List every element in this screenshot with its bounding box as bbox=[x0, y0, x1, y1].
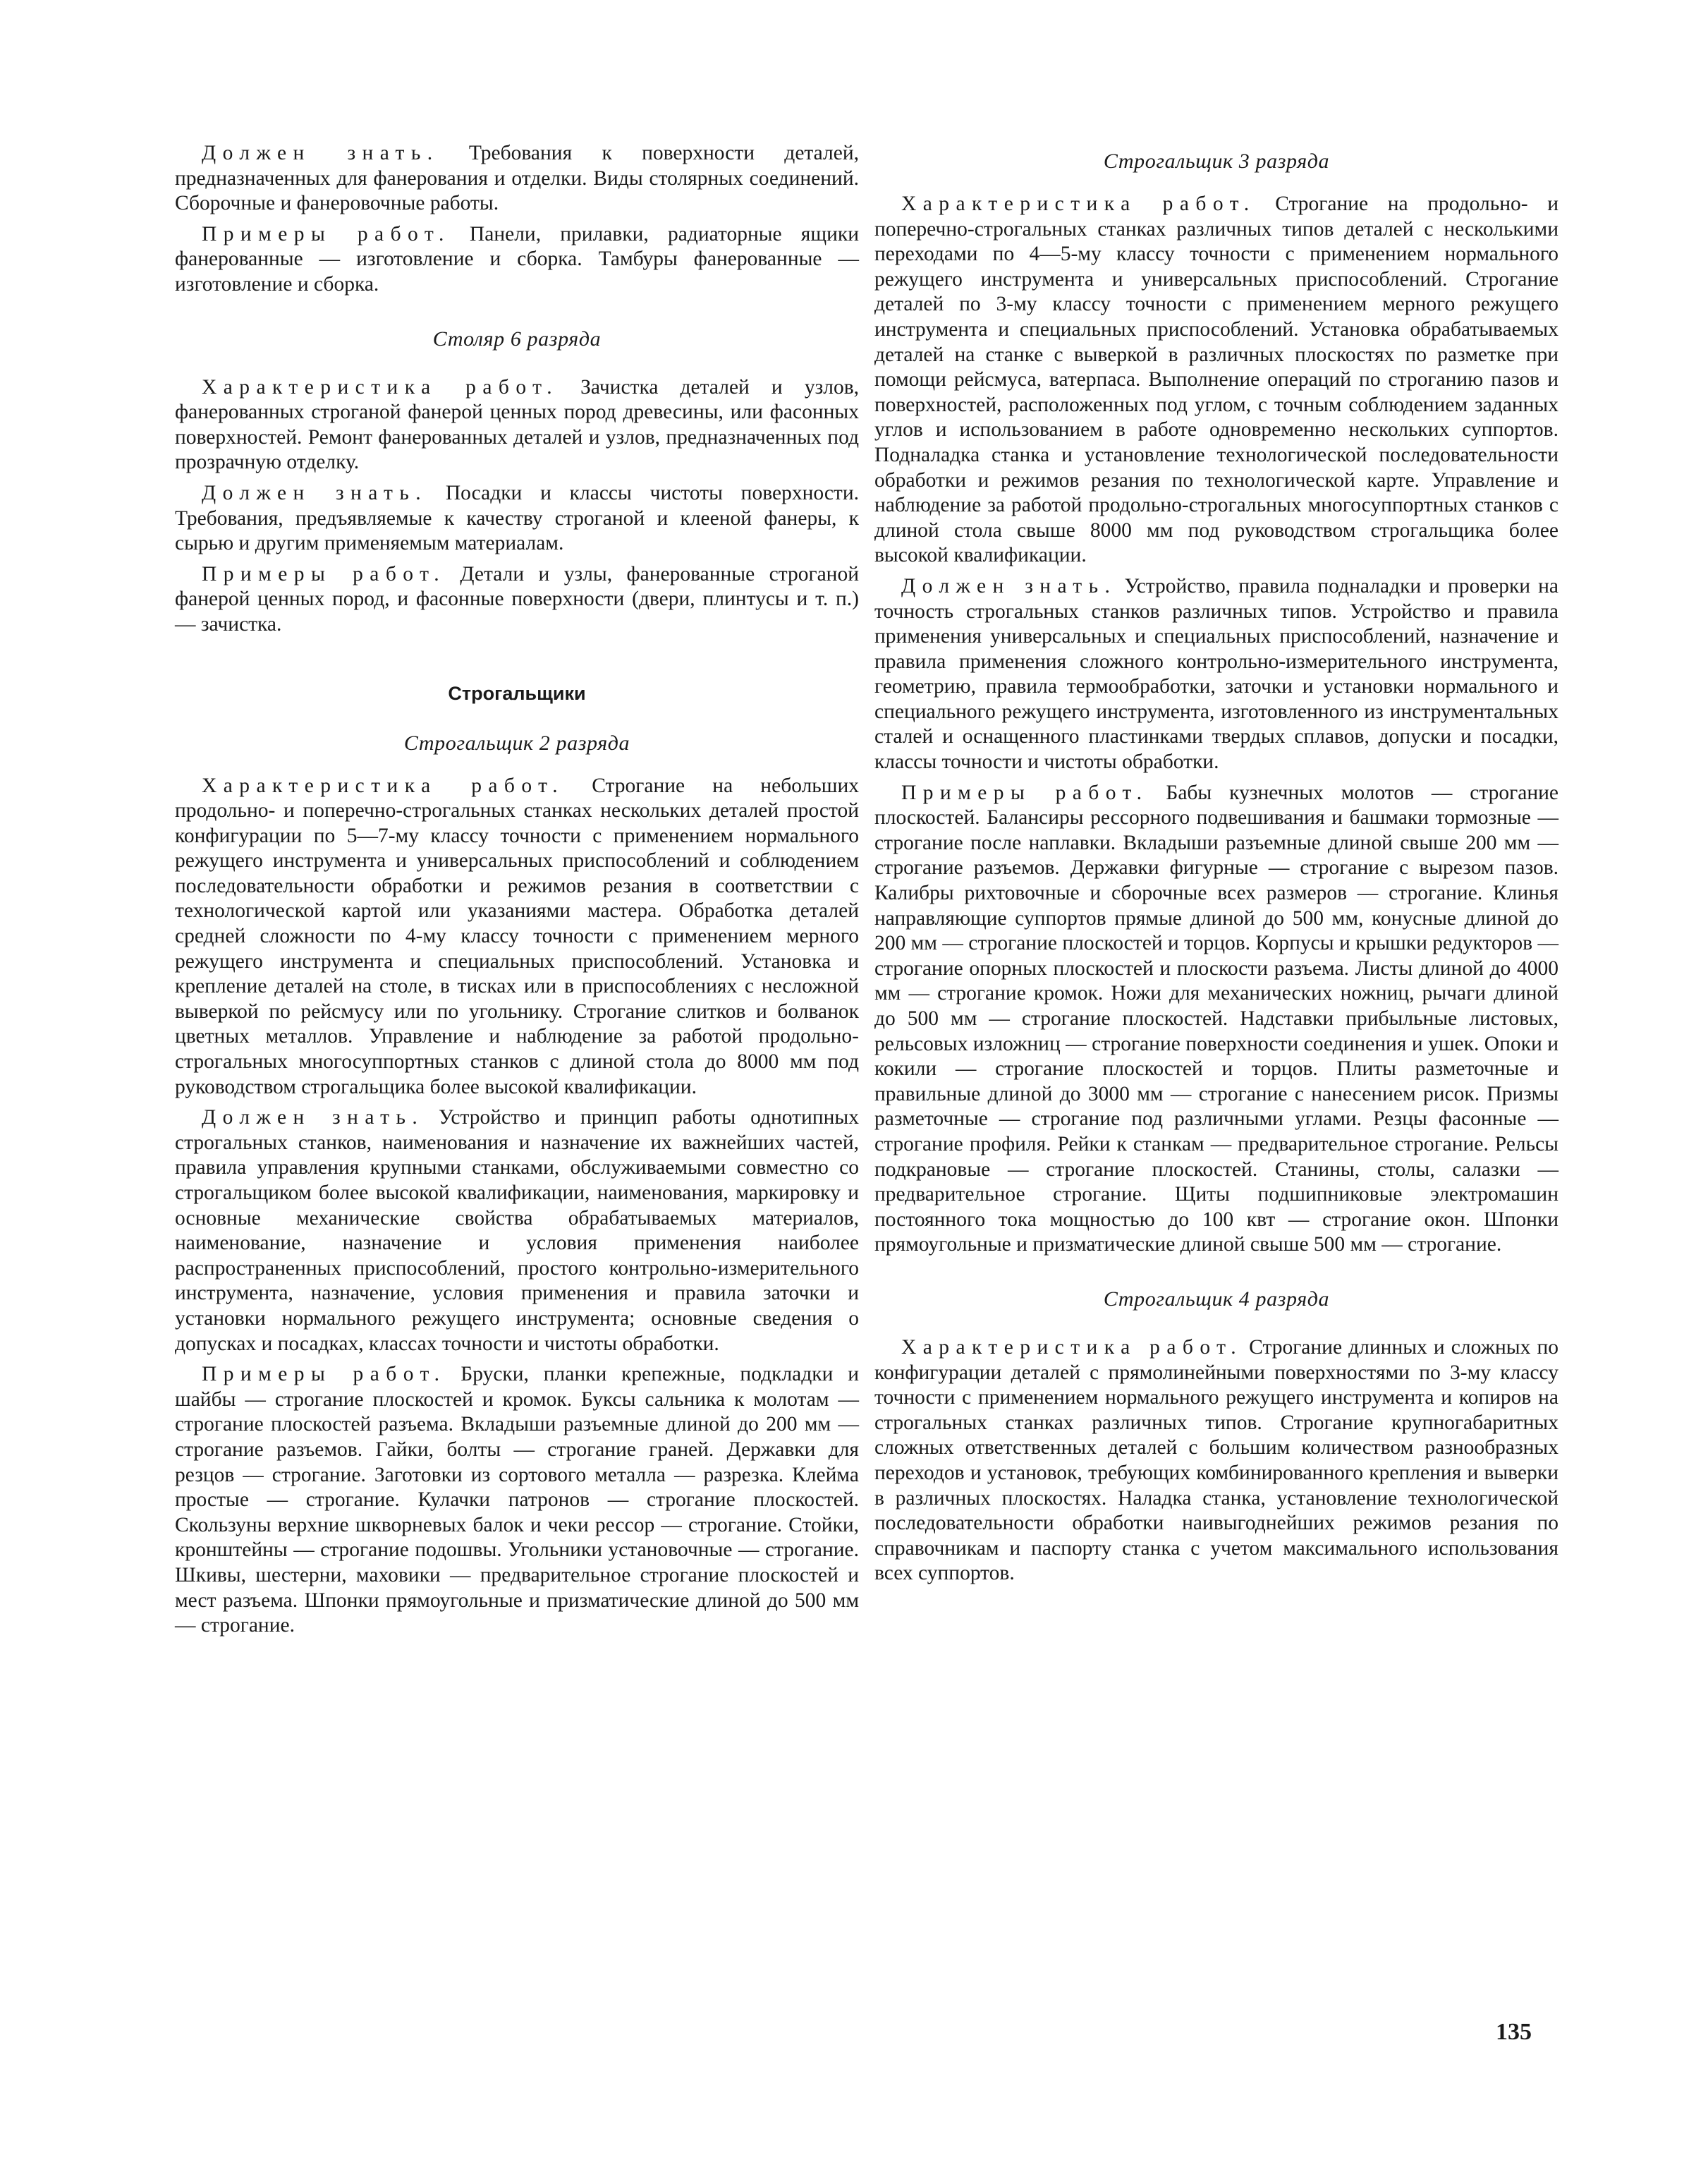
paragraph-lead: Характеристика работ. bbox=[202, 774, 565, 797]
paragraph-text: Зачистка деталей и узлов, фанерованных строганой фанерой ценных пород древесины, или фасонных поверхностей. Ремонт фанерованных деталей и узлов, предназначенных под прозрачную отделку. bbox=[175, 375, 859, 474]
paragraph-examples bbox=[175, 562, 859, 638]
paragraph-characteristics bbox=[175, 375, 859, 475]
section-heading-strogalshchik-4: Строгальщик 4 разряда bbox=[1103, 1287, 1330, 1311]
paragraph-characteristics bbox=[874, 1335, 1558, 1586]
paragraph-examples bbox=[175, 222, 859, 298]
paragraph-lead: Характеристика работ. bbox=[202, 375, 559, 399]
paragraph-lead: Должен знать. bbox=[202, 481, 428, 504]
paragraph-characteristics bbox=[175, 774, 859, 1100]
paragraph-text: Панели, прилавки, радиаторные ящики фанерованные — изготовление и сборка. Тамбуры фанерованные — изготовление и сборка. bbox=[175, 222, 859, 296]
paragraph-examples bbox=[175, 1362, 859, 1639]
paragraph-lead: Характеристика работ. bbox=[901, 1335, 1243, 1359]
paragraph-text: Устройство и принцип работы однотипных строгальных станков, наименования и назначение их важнейших частей, правила управления крупными станками, обслуживаемыми совместно со строгальщиком более высокой квалификации, наименования, маркировку и основные механические свойства обрабатываемых материалов, наименование, назначение и условия применения наиболее распространенных приспособлений, простого контрольно-измерительного инструмента, назначение, условия применения и правила заточки и установки нормального режущего инструмента; основные сведения о допусках и посадках, классах точности и чистоты обработки. bbox=[175, 1106, 859, 1355]
paragraph-lead: Должен знать. bbox=[202, 1106, 425, 1129]
paragraph-text: Бабы кузнечных молотов — строгание плоскостей. Балансиры рессорного подвешивания и башмаки тормозные — строгание после наплавки. Вкладыши разъемные длиной свыше 200 мм — строгание разъемов. Державки фигурные — строгание с вырезом пазов. Калибры рихтовочные и сборочные всех размеров — строгание. Клинья направляющие суппортов прямые длиной до 500 мм, конусные длиной до 200 мм — строгание плоскостей и торцов. Корпусы и крышки редукторов — строгание опорных плоскостей и плоскости разъема. Листы длиной до 4000 мм — строгание кромок. Ножи для механических ножниц, рычаги длиной до 500 мм — строгание плоскостей. Надставки прибыльные листовых, рельсовых изложниц — строгание поверхности соединения и ушек. Опоки и кокили — строгание плоскостей и торцов. Плиты разметочные и правильные длиной до 3000 мм — строгание с нанесением рисок. Призмы разметочные — строгание под различными углами. Резцы фасонные — строгание профиля. Рейки к станкам — предварительное строгание. Рельсы подкрановые — строгание плоскостей. Станины, столы, салазки — предварительное строгание. Щиты подшипниковые электромашин постоянного тока мощностью до 100 квт — строгание окон. Шпонки прямоугольные и призматические длиной свыше 500 мм — строгание. bbox=[874, 781, 1558, 1256]
chapter-heading-strogalshchiki: Строгальщики bbox=[448, 682, 586, 704]
paragraph-text: Строгание на небольших продольно- и поперечно-строгальных станках нескольких деталей простой конфигурации по 5—7-му классу точности с применением нормального режущего инструмента и универсальных приспособлений и соблюдением последовательности обработки и режимов резания в соответствии с технологической картой или указаниями мастера. Обработка деталей средней сложности по 4-му классу точности с применением мерного режущего инструмента и специальных приспособлений. Установка и крепление деталей на столе, в тисках или в приспособлениях с несложной выверкой по рейсмусу или по угольнику. Строгание слитков и болванок цветных металлов. Управление и наблюдение за работой продольно-строгальных многосуппортных станков с длиной стола до 8000 мм под руководством строгальщика более высокой квалификации. bbox=[175, 774, 859, 1098]
left-column bbox=[175, 141, 859, 1644]
paragraph-lead: Примеры работ. bbox=[202, 1363, 446, 1386]
section-heading-strogalshchik-3: Строгальщик 3 разряда bbox=[1103, 150, 1330, 173]
paragraph-text: Строгание на продольно- и поперечно-строгальных станках различных типов деталей с несколькими переходами по 4—5-му классу точности с применением нормального режущего инструмента и универсальных приспособлений. Строгание деталей по 3-му классу точности с применением мерного режущего инструмента и специальных приспособлений. Установка обрабатываемых деталей на станке с выверкой в различных плоскостях по разметке при помощи рейсмуса, ватерпаса. Выполнение операций по строганию пазов и поверхностей, расположенных под углом, с точным соблюдением заданных углов и использованием в работе одновременно нескольких суппортов. Подналадка станка и установление технологической последовательности обработки и режимов резания по технологической карте. Управление и наблюдение за работой продольно-строгальных многосуппортных станков с длиной стола свыше 8000 мм под руководством строгальщика более высокой квалификации. bbox=[874, 193, 1558, 567]
paragraph-text: Бруски, планки крепежные, подкладки и шайбы — строгание плоскостей и кромок. Буксы сальника к молотам — строгание плоскостей разъема. Вкладыши разъемные длиной до 200 мм — строгание разъемов. Гайки, болты — строгание граней. Державки для резцов — строгание. Заготовки из сортового металла — разрезка. Клейма простые — строгание. Кулачки патронов — строгание плоскостей. Скользуны верхние шкворневых балок и чеки рессор — строгание. Стойки, кронштейны — строгание подошвы. Угольники установочные — строгание. Шкивы, шестерни, маховики — предварительное строгание плоскостей и мест разъема. Шпонки прямоугольные и призматические длиной до 500 мм — строгание. bbox=[175, 1363, 859, 1637]
paragraph-characteristics bbox=[874, 192, 1558, 569]
paragraph-examples bbox=[874, 781, 1558, 1258]
paragraph-text: Детали и узлы, фанерованные строганой фанерой ценных пород, и фасонные поверхности (двери, плинтусы и т. п.) — зачистка. bbox=[175, 562, 859, 636]
section-heading-strogalshchik-2: Строгальщик 2 разряда bbox=[403, 731, 630, 755]
paragraph-lead: Примеры работ. bbox=[202, 562, 446, 585]
section-heading-stolyar-6: Столяр 6 разряда bbox=[432, 327, 602, 351]
paragraph-lead: Примеры работ. bbox=[901, 781, 1149, 804]
right-column bbox=[874, 141, 1558, 1592]
paragraph-text: Устройство, правила подналадки и проверки на точность строгальных станков различных типов. Устройство и правила применения универсальных и специальных приспособлений, назначение и правила применения сложного контрольно-измерительного инструмента, геометрию, правила термообработки, заточки и установки нормального и специального режущего инструмента, изготовленного из инструментальных сталей и оснащенного пластинками твердых сплавов, допуски и посадки, классы точности и чистоты обработки. bbox=[874, 574, 1558, 774]
paragraph-lead: Примеры работ. bbox=[202, 222, 451, 245]
paragraph-text: Строгание длинных и сложных по конфигурации деталей с прямолинейными поверхностями по 3-му классу точности с применением нормального режущего инструмента и копиров на строгальных станках различных типов. Строгание крупногабаритных сложных ответственных деталей с большим количеством разнообразных переходов и установок, требующих комбинированного крепления и выверки в различных плоскостях. Наладка станка, установление технологической последовательности обработки наивыгоднейших режимов резания по справочникам и паспорту станка с учетом максимального использования всех суппортов. bbox=[874, 1335, 1558, 1585]
paragraph-must-know bbox=[175, 1105, 859, 1356]
paragraph-must-know bbox=[175, 141, 859, 217]
page-number: 135 bbox=[1496, 2019, 1532, 2045]
paragraph-text: Требования к поверхности деталей, предназначенных для фанерования и отделки. Виды столярных соединений. Сборочные и фанеровочные работы. bbox=[175, 142, 859, 215]
paragraph-text: Посадки и классы чистоты поверхности. Требования, предъявляемые к качеству строганой и клееной фанеры, к сырью и другим применяемым материалам. bbox=[175, 481, 859, 555]
paragraph-must-know bbox=[874, 574, 1558, 775]
paragraph-lead: Должен знать. bbox=[901, 574, 1117, 597]
paragraph-lead: Характеристика работ. bbox=[901, 193, 1256, 215]
paragraph-must-know bbox=[175, 481, 859, 557]
paragraph-lead: Должен знать. bbox=[202, 142, 439, 164]
